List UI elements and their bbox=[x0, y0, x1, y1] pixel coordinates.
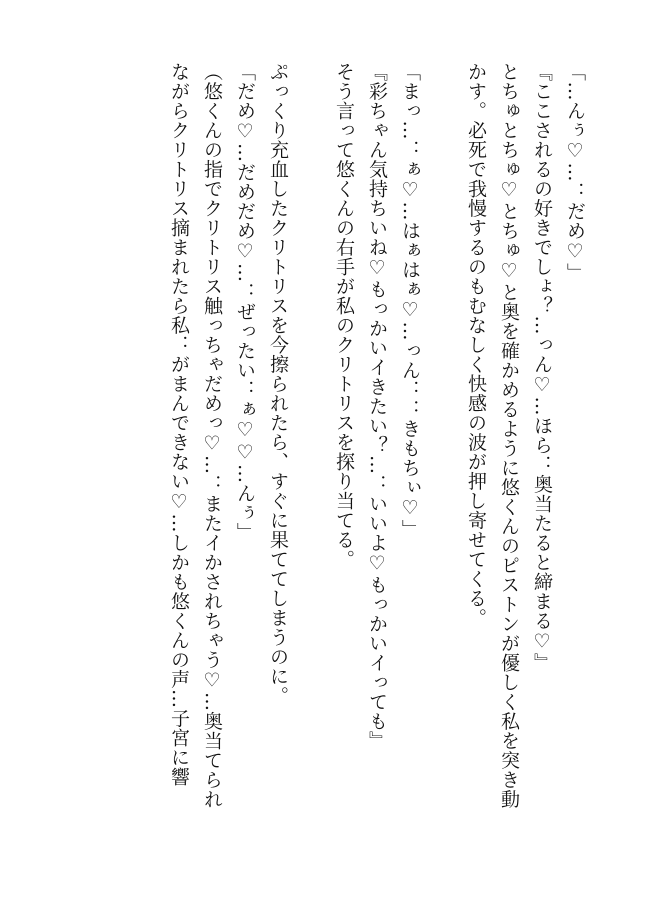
text-line-1: 「…んぅ♡…：だめ♡」 bbox=[564, 62, 586, 283]
text-line-12: （悠くんの指でクリトリス触っちゃだめっ♡…：またイかされちゃう♡…奥当てられ bbox=[201, 62, 223, 809]
text-line-8: そう言って悠くんの右手が私のクリトリスを探り当てる。 bbox=[333, 62, 355, 569]
text-line-11: 「だめ♡…だめだめ♡…：ぜったい：ぁ♡♡…んぅ」 bbox=[234, 62, 256, 542]
text-line-2: 『ここされるの好きでしょ？…っん♡…ほら：奥当たると締まる♡』 bbox=[531, 62, 553, 673]
paragraph-break bbox=[426, 62, 459, 872]
paragraph-break bbox=[294, 62, 327, 872]
text-line-13: ながらクリトリス摘まれたら私：がまんできない♡…しかも悠くんの声…子宮に響 bbox=[168, 62, 190, 787]
text-line-7: 『彩ちゃん気持ちいね♡もっかいイきたい？…：いいよ♡もっかいイっても』 bbox=[366, 62, 388, 751]
text-line-4: かす。必死で我慢するのもむなしく快感の波が押し寄せてくる。 bbox=[465, 62, 487, 628]
text-line-3: とちゅとちゅ♡とちゅ♡と奥を確かめるように悠くんのピストンが優しく私を突き動 bbox=[498, 62, 520, 809]
text-line-10: ぷっくり充血したクリトリスを今擦られたら、すぐに果ててしまうのに。 bbox=[267, 62, 289, 706]
vertical-text-body bbox=[162, 62, 591, 872]
text-line-6: 「まっ…：ぁ♡…はぁはぁ♡…っん：：きもちぃ♡」 bbox=[399, 62, 421, 539]
